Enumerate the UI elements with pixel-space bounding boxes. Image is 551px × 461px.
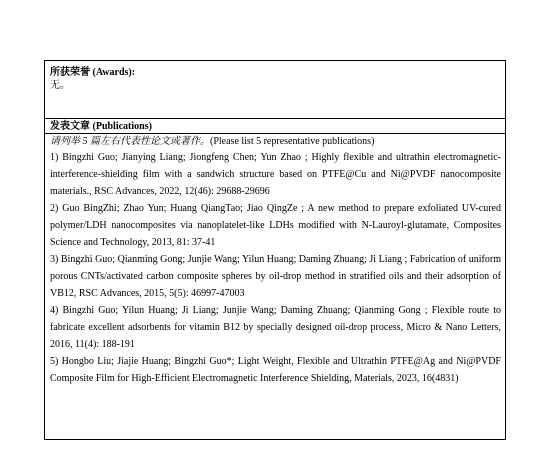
- awards-heading: 所获荣誉 (Awards):: [50, 67, 136, 78]
- publication-item-3: 3) Bingzhi Guo; Qianming Gong; Junjie Wang; Yilun Huang; Daming Zhuang; Ji Liang ; Fabrication of uniform porous CNTs/activated carbon composite spheres by oil-drop method in stratified oils and their adsorption of VB12, RSC Advances, 2015, 5(5): 46997-47003: [50, 254, 501, 299]
- publications-instruction: [50, 135, 501, 149]
- instruction-chinese: 请列举 5 篇左右代表性论文或著作。: [50, 136, 210, 147]
- publication-item-4: 4) Bingzhi Guo; Yilun Huang; Ji Liang; Junjie Wang; Daming Zhuang; Qianming Gong ; Flexible route to fabricate excellent adsorbents for vitamin B12 by specially designed oil-drop process, Micro & Nano Letters, 2016, 11(4): 188-191: [50, 305, 501, 350]
- publications-section: [45, 119, 505, 439]
- publication-item-5: 5) Hongbo Liu; Jiajie Huang; Bingzhi Guo*; Light Weight, Flexible and Ultrathin PTFE@Ag and Ni@PVDF Composite Film for High-Efficient Electromagnetic Interference Shielding, Materials, 2023, 16(4831): [50, 356, 501, 384]
- awards-content: 无。: [50, 80, 70, 91]
- form-table: [44, 60, 506, 440]
- publications-heading: 发表文章 (Publications): [50, 121, 152, 132]
- publication-item-2: 2) Guo BingZhi; Zhao Yun; Huang QiangTao; Jiao QingZe ; A new method to prepare exfoliated UV-cured polymer/LDH nanocomposites via nanoplatelet-like LDHs modified with N-Lauroyl-glutamate, Composites Science and Technology, 2013, 81: 37-41: [50, 203, 501, 248]
- publication-item-1: 1) Bingzhi Guo; Jianying Liang; Jiongfeng Chen; Yun Zhao ; Highly flexible and ultrathin electromagnetic-interference-shielding film with a sandwich structure based on PTFE@Cu and Ni@PVDF nanocomposite materials., RSC Advances, 2022, 12(46): 29688-29696: [50, 152, 501, 197]
- publications-header-row: [45, 119, 505, 134]
- instruction-english: (Please list 5 representative publications): [210, 136, 375, 147]
- publications-body: [45, 134, 505, 387]
- awards-section: [45, 61, 505, 119]
